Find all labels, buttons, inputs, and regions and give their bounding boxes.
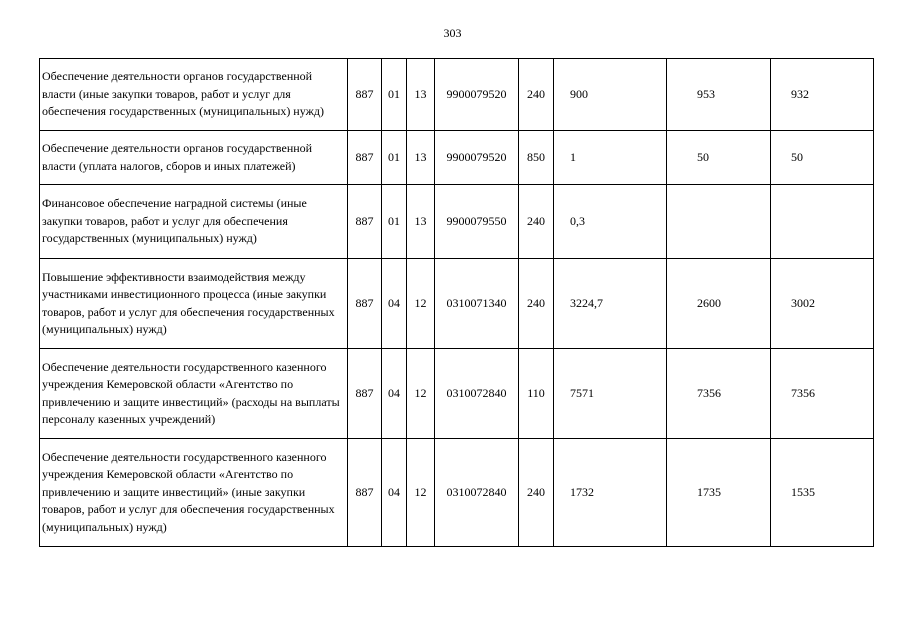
- row-description: Финансовое обеспечение наградной системы (иные закупки товаров, работ и услуг для обеспечения государственных (муниципальных) нужд): [40, 185, 348, 259]
- amount-year-3: [771, 185, 874, 259]
- budget-table: [39, 58, 874, 547]
- ministry-code: 887: [348, 131, 382, 185]
- amount-year-3: 50: [771, 131, 874, 185]
- row-description: Обеспечение деятельности государственного казенного учреждения Кемеровской области «Агентство по привлечению и защите инвестиций» (расходы на выплаты персоналу казенных учреждений): [40, 349, 348, 439]
- row-description: Обеспечение деятельности государственного казенного учреждения Кемеровской области «Агентство по привлечению и защите инвестиций» (иные закупки товаров, работ и услуг для обеспечения государственных (муниципальных) нужд): [40, 439, 348, 547]
- amount-year-2: 2600: [667, 259, 771, 349]
- table-row: [40, 185, 874, 259]
- amount-year-1: 1: [554, 131, 667, 185]
- amount-year-2: [667, 185, 771, 259]
- expense-type-code: 850: [519, 131, 554, 185]
- amount-year-3: 7356: [771, 349, 874, 439]
- row-description: Обеспечение деятельности органов государственной власти (иные закупки товаров, работ и услуг для обеспечения государственных (муниципальных) нужд): [40, 59, 348, 131]
- subsection-code: 12: [407, 259, 435, 349]
- subsection-code: 12: [407, 439, 435, 547]
- section-code: 01: [382, 59, 407, 131]
- amount-year-2: 953: [667, 59, 771, 131]
- section-code: 04: [382, 349, 407, 439]
- target-article-code: 0310072840: [435, 439, 519, 547]
- expense-type-code: 240: [519, 439, 554, 547]
- table-row: [40, 439, 874, 547]
- section-code: 01: [382, 131, 407, 185]
- subsection-code: 12: [407, 349, 435, 439]
- page-number: 303: [443, 26, 462, 40]
- expense-type-code: 240: [519, 185, 554, 259]
- target-article-code: 9900079520: [435, 59, 519, 131]
- section-code: 04: [382, 259, 407, 349]
- target-article-code: 0310072840: [435, 349, 519, 439]
- subsection-code: 13: [407, 131, 435, 185]
- expense-type-code: 240: [519, 59, 554, 131]
- row-description: Повышение эффективности взаимодействия между участниками инвестиционного процесса (иные закупки товаров, работ и услуг для обеспечения государственных (муниципальных) нужд): [40, 259, 348, 349]
- expense-type-code: 110: [519, 349, 554, 439]
- table-row: [40, 59, 874, 131]
- amount-year-3: 1535: [771, 439, 874, 547]
- amount-year-2: 7356: [667, 349, 771, 439]
- subsection-code: 13: [407, 185, 435, 259]
- section-code: 01: [382, 185, 407, 259]
- expense-type-code: 240: [519, 259, 554, 349]
- target-article-code: 0310071340: [435, 259, 519, 349]
- ministry-code: 887: [348, 259, 382, 349]
- ministry-code: 887: [348, 349, 382, 439]
- row-description: Обеспечение деятельности органов государственной власти (уплата налогов, сборов и иных платежей): [40, 131, 348, 185]
- subsection-code: 13: [407, 59, 435, 131]
- table-row: [40, 349, 874, 439]
- amount-year-3: 3002: [771, 259, 874, 349]
- ministry-code: 887: [348, 185, 382, 259]
- amount-year-2: 1735: [667, 439, 771, 547]
- target-article-code: 9900079550: [435, 185, 519, 259]
- amount-year-1: 3224,7: [554, 259, 667, 349]
- ministry-code: 887: [348, 439, 382, 547]
- amount-year-3: 932: [771, 59, 874, 131]
- amount-year-1: 900: [554, 59, 667, 131]
- amount-year-1: 7571: [554, 349, 667, 439]
- section-code: 04: [382, 439, 407, 547]
- ministry-code: 887: [348, 59, 382, 131]
- amount-year-1: 1732: [554, 439, 667, 547]
- table-row: [40, 259, 874, 349]
- amount-year-2: 50: [667, 131, 771, 185]
- target-article-code: 9900079520: [435, 131, 519, 185]
- amount-year-1: 0,3: [554, 185, 667, 259]
- table-row: [40, 131, 874, 185]
